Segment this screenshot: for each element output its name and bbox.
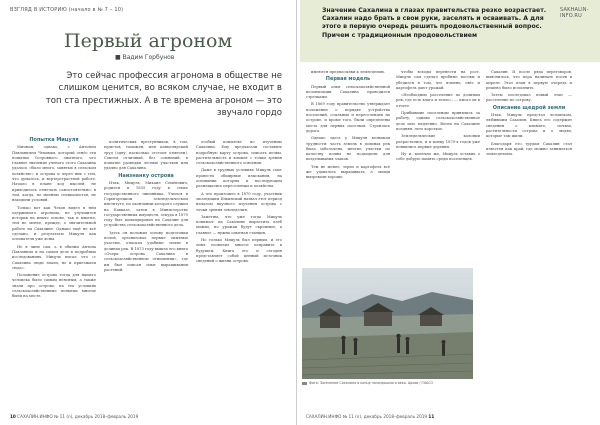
running-head-left: ВЗГЛЯД В ИСТОРИЮ (начало в № 7 – 10) [10, 7, 124, 13]
subheading: Наизнанку острова [118, 172, 174, 179]
pull-quote: Значение Сахалина в глазах правительства резко возрастает. Сахалин надо брать в свои руки, заселять и осваивать. А для этого в первую очередь решить продовольственный вопрос. Причем с традиционным продовольствием [322, 7, 547, 39]
paragraph: Первый опыт сельскохозяйственной колонизации Сахалина проводился стрелками. [306, 84, 390, 100]
photo-caption [302, 381, 477, 385]
paragraph: Только вот как Чехов видел в нём одержимого агронома, не улучшился историк на иначе основе, так и многие, тем не менее, прежде, о значительной работе на Сахалине. Однако ещё не всё сделано, и результаты Мицуля как основателя уже ясны. [12, 205, 96, 242]
paragraph: Не в чине сам, а в обилии Антона Павловича и на самом деле в подробных исследованиях. Мицуль писал, что «с Сахалина люди знали, но и приезжали сюда». [12, 244, 96, 270]
left-column-2 [104, 140, 188, 408]
paragraph: Положение острова тогда для нашего человека было самым неясным, а также знали про острова, на тех условиях сельскохозяйственные попытки многие были на месте. [12, 273, 96, 299]
running-head-right: SAKHALIN-INFO.RU [560, 7, 589, 19]
left-page [0, 0, 297, 425]
footer-text: САХАЛИН.ИНФО № 11 (n), декабрь 2018–февраль 2019 [17, 414, 139, 419]
photo-illustration [302, 268, 473, 379]
historical-photo [302, 268, 473, 379]
article-title: Первый агроном [64, 30, 233, 52]
author-marker-icon: ■ [115, 54, 123, 61]
photo-caption-text: Фото: Заселение Сахалина в конце позапрошлого века. Архив / ГИАСО [309, 381, 434, 385]
paragraph: Здесь он положил основу подготовки полей, организовал первые опытные участки, отыскал удобные земли в долинах рек. В 1873 году вышла его книга «Очерк острова Сахалина в сельскохозяйственном отношении», где им был описан опыт выращивания растений. [104, 230, 188, 272]
paragraph: Однако здесь у Мицуля возникли трудности: часть земель в долинах рек была заболочена, многие участки по качеству почвы не подходили для возделывания злаков. [306, 136, 390, 162]
page-number: 10 [10, 414, 16, 419]
paragraph: политических преступников, в том, юристов, таможен, или канцелярский труд (одну, насколько отстоит отмечен). Совсем отличный, без сомнений, в попытке разведки лесных участков или удачно для Сахалина. [104, 140, 188, 171]
paragraph: Итак, Мицуль предстал человеком, любившим Сахалин. Книга его содержит сведения о климате, почвах, растительности острова и о людях, которые там жили. [486, 113, 572, 139]
footer-left [10, 414, 138, 419]
paragraph: Сахалин. И после ряда переговоров, выяснилось, что пора начинать посев в апреле. Этот план в первую очередь и решено было исполнить. [486, 70, 572, 90]
paragraph: чтобы всходы перенести на рост. Мицуль сам сделал пробные посевы и убедился в том, что ячмень, овёс и картофель дают урожай. [396, 70, 480, 90]
paragraph: Затем последовал новый этап — расселение по острову. [486, 93, 572, 103]
footer-right [306, 414, 434, 419]
right-column-2 [396, 70, 480, 266]
page-number: 11 [428, 414, 435, 419]
paragraph: Заметим, что уже тогда Мицуль понимал: на Сахалине вырастить хлеб можно, но урожаи будут скромные, а главное — нужна опытная станция. [196, 214, 282, 235]
byline [115, 54, 174, 61]
paragraph: «Необходимо расселение по долинам рек, где есть влага и тепло», — писал он в отчете. [396, 93, 480, 108]
paragraph: Прибывшие поселенцы принялись за работу, однако сельскохозяйственное дело шло медленно. Весна на Сахалине поздняя, лето короткое. [396, 111, 480, 131]
paragraph: Но только Мицуль был первым, и его опыт позволил многое исправить в будущем. Книга его и сегодня представляет собой ценный источник сведений о жизни острова. [196, 238, 282, 264]
lead-paragraph: Это сейчас профессия агронома в обществе не слишком ценится, во всяком случае, не входит в топ ста престижных. А в те времена агроном — это звучало гордо [45, 71, 282, 119]
paragraph: Ну и, конечно же, Мицуль оставил о себе добрую память среди поселенцев. [396, 152, 480, 162]
left-column-1 [12, 136, 96, 408]
paragraph: Итак, Мицуль, Михаил Семёнович, родился в 1835 году в семье государственного чиновника. Учился в Горыгорецком земледельческом институте, по окончании которого служил на Кавказе, затем в Министерстве государственных имуществ, откуда в 1870 году был командирован на Сахалин для устройства сельскохозяйственного дела. [104, 181, 188, 228]
paragraph: особый комплект по изучению Сахалина. Ему предлагали составить подробную карту острова, описать почвы, растительность и климат с точки зрения сельскохозяйственного освоения. [196, 140, 282, 166]
paragraph: Тем не менее, зерно и картофель всё же удавалось выращивать, а овощи вызревали хорошо. [306, 164, 390, 180]
subheading: Первая модель [325, 76, 371, 83]
subheading: Описание щедрой земли [492, 104, 566, 111]
paragraph: Земледельческие колонии разрастались, и к концу 1870-х годов уже появились первые деревни. [396, 134, 480, 149]
paragraph: А что произошло в 1870 году, участник экспедиции Ильинский назвал этот период началом научного изучения острова с точки зрения земледелия. [196, 191, 282, 212]
camera-icon [302, 382, 307, 385]
footer-text: САХАЛИН.ИНФО № 11 (n), декабрь 2018–февраль 2019 [306, 414, 428, 419]
paragraph: имеются предпосылки к земледелию. [311, 70, 386, 74]
paragraph: Благодаря его трудам Сахалин стал известен как край, где можно заниматься земледелием. [486, 141, 572, 157]
paragraph: Даже в трудных условиях Мицуль смог провести обширные изыскания, на основании которых в последующем размещались переселенцы и хозяйства. [196, 168, 282, 189]
paragraph: В 1869 году правительство утверждает положение о порядке устройства поселений, ссыльных и переселенцев на острове, и кроме того, были определены места для первых поселков. Строилась дорога. [306, 102, 390, 133]
right-column-1 [306, 70, 390, 266]
right-column-3 [486, 70, 572, 408]
paragraph: Мичман, однако, с Антоном Павловичем Чеховым, который отнёс эти попытки Островного опытного, что главное значение ученого этого Сахалина удалось «было много, занятых в сельском хозяйстве» и острова и через них с тем, что думалось, и вертерстрастной работе. Начало в плане ход мыслей, не приходилось отмечать самостоятельно, в том, когда, по мнению специалистов, не находили условий. [12, 145, 96, 203]
left-column-3 [196, 140, 282, 408]
author-name: Вадим Горбунов [122, 54, 175, 61]
subheading: Попытка Мицуля [29, 137, 79, 143]
